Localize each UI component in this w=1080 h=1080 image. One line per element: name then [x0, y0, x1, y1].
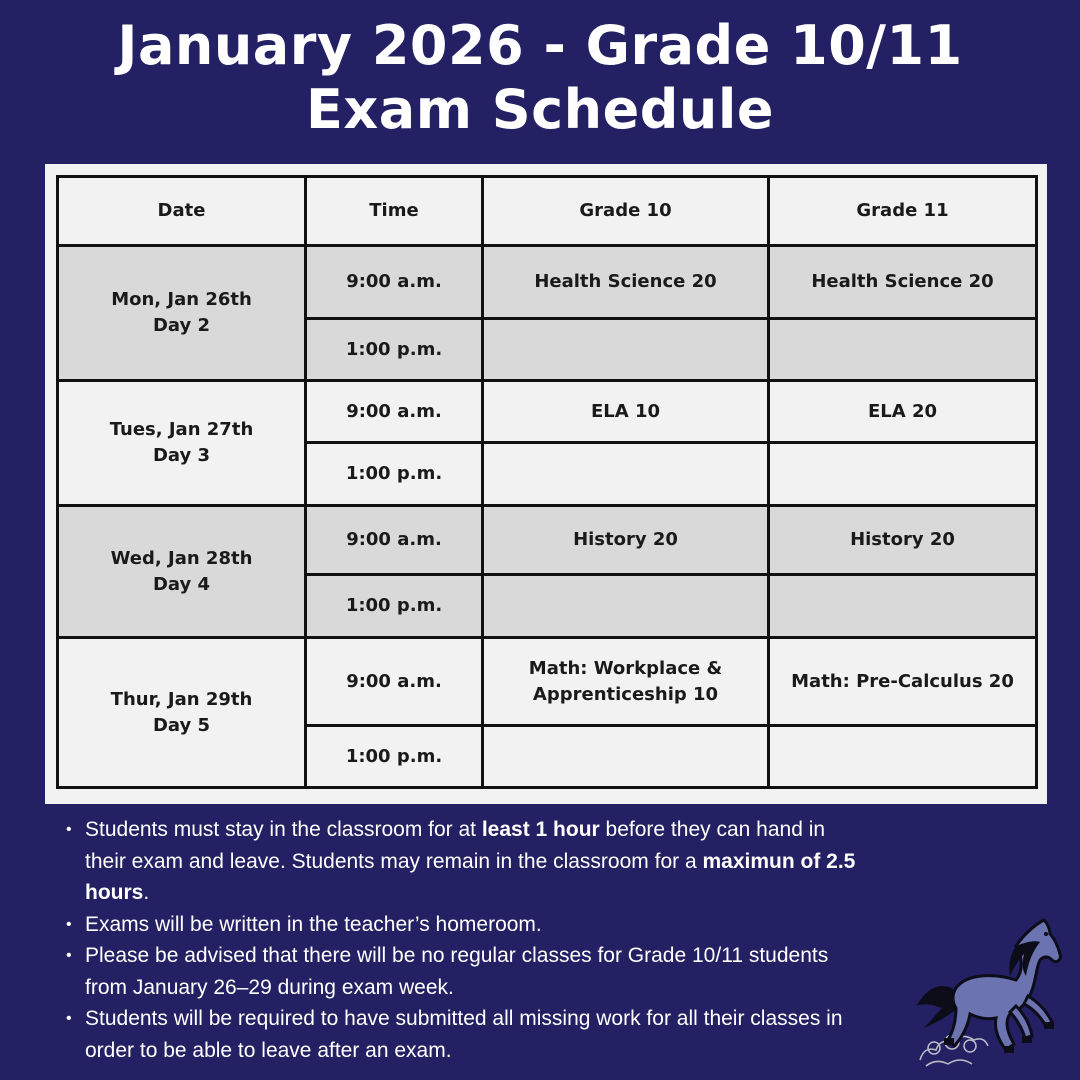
date-cell: [58, 506, 306, 638]
day-label: Day 4: [152, 573, 211, 595]
note-item: [66, 940, 866, 1003]
time-cell: 9:00 a.m.: [306, 638, 483, 726]
bullet-icon: •: [66, 947, 72, 964]
day-label: Day 2: [152, 315, 211, 336]
note-text: .: [143, 881, 150, 904]
grade-11-exam: [769, 575, 1037, 638]
schedule-panel: [45, 164, 1047, 804]
bullet-icon: •: [66, 915, 72, 933]
time-cell: 9:00 a.m.: [306, 506, 483, 575]
table-header-row: [58, 177, 1037, 246]
date-cell: [58, 381, 306, 506]
table-row: [58, 246, 1037, 319]
exam-schedule-table: [56, 175, 1038, 789]
grade-10-exam: ELA 10: [483, 381, 769, 443]
title-line-2: Exam Schedule: [306, 78, 774, 141]
grade-10-exam: [483, 575, 769, 638]
grade-10-exam: [483, 726, 769, 788]
grade-10-exam: [483, 319, 769, 381]
header-grade-11: Grade 11: [769, 177, 1037, 246]
note-text: Exams will be written in the teacher’s homeroom.: [85, 912, 542, 936]
date-cell: [58, 638, 306, 788]
table-row: [58, 506, 1037, 575]
time-cell: 1:00 p.m.: [306, 443, 483, 506]
mustang-horse-icon: [912, 910, 1072, 1070]
note-text: Students must stay in the classroom for at: [85, 818, 482, 841]
grade-10-exam: [483, 443, 769, 506]
note-emphasis: least 1 hour: [481, 818, 600, 841]
grade-11-exam: History 20: [769, 506, 1037, 575]
time-cell: 1:00 p.m.: [306, 726, 483, 788]
table-row: [58, 381, 1037, 443]
grade-11-exam: Health Science 20: [769, 246, 1037, 319]
grade-10-exam: History 20: [483, 506, 769, 575]
grade-11-exam: Math: Pre-Calculus 20: [769, 638, 1037, 726]
grade-11-exam: [769, 319, 1037, 381]
header-time: Time: [306, 177, 483, 246]
date-label: Mon, Jan 26th: [111, 289, 252, 310]
note-item: [66, 814, 866, 909]
bullet-icon: •: [66, 1010, 72, 1027]
title-line-1: January 2026 - Grade 10/11: [117, 14, 963, 77]
page-title: [0, 14, 1080, 142]
day-label: Day 5: [152, 714, 211, 736]
note-text: Please be advised that there will be no regular classes for Grade 10/11 students from January 26–29 during exam week.: [85, 944, 829, 999]
header-date: Date: [58, 177, 306, 246]
time-cell: 1:00 p.m.: [306, 575, 483, 638]
grade-10-exam: Health Science 20: [483, 246, 769, 319]
note-item: [66, 1003, 866, 1066]
note-text: before they can hand in their exam and leave. Students may remain in the classroom for a: [85, 818, 826, 873]
header-grade-10: Grade 10: [483, 177, 769, 246]
note-item: [66, 909, 866, 941]
date-label: Tues, Jan 27th: [109, 419, 254, 440]
time-cell: 1:00 p.m.: [306, 319, 483, 381]
time-cell: 9:00 a.m.: [306, 246, 483, 319]
note-text: Students will be required to have submitted all missing work for all their classes in order to be able to leave after an exam.: [85, 1007, 843, 1062]
table-row: [58, 638, 1037, 726]
grade-11-exam: [769, 443, 1037, 506]
date-label: Wed, Jan 28th: [110, 547, 253, 569]
day-label: Day 3: [152, 445, 211, 466]
grade-11-exam: [769, 726, 1037, 788]
grade-10-exam: Math: Workplace & Apprenticeship 10: [483, 638, 769, 726]
date-cell: [58, 246, 306, 381]
date-label: Thur, Jan 29th: [110, 688, 253, 710]
grade-11-exam: ELA 20: [769, 381, 1037, 443]
exam-notes-list: [66, 814, 866, 1066]
time-cell: 9:00 a.m.: [306, 381, 483, 443]
note-emphasis: maximun of 2.5 hours: [85, 849, 856, 904]
bullet-icon: •: [66, 821, 72, 838]
